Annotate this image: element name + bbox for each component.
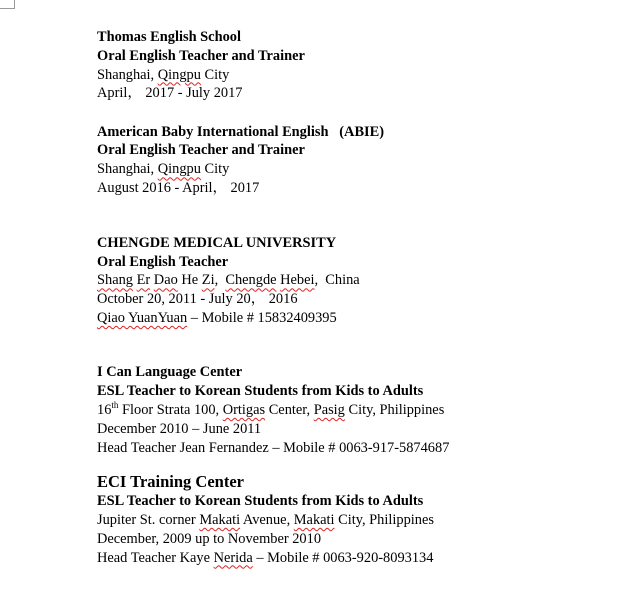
location-part: Dao: [153, 272, 178, 289]
document-body: [97, 28, 607, 568]
address-part: Makati: [293, 512, 335, 529]
entry-chengde-medical-university: [97, 234, 607, 328]
contact-part: Head Teacher Kaye: [97, 549, 214, 566]
school-name: American Baby International English (ABIE): [97, 123, 385, 140]
contact-mobile: – Mobile # 0063-920-8093134: [252, 549, 434, 566]
location-part: Zi: [201, 272, 215, 289]
address-part: Ortigas: [222, 401, 266, 418]
contact: [97, 549, 607, 568]
location-part: Shang: [97, 272, 133, 289]
address-part: City, Philippines: [344, 401, 445, 418]
location-suffix: City: [200, 66, 230, 83]
job-title: Oral English Teacher and Trainer: [97, 142, 305, 159]
contact-name: Qiao YuanYuan: [97, 310, 188, 327]
address: [97, 401, 607, 420]
address-ordinal: th: [111, 400, 119, 411]
entry-abie: [97, 123, 607, 198]
contact-name: Nerida: [213, 549, 253, 566]
location-city: Shanghai,: [97, 66, 158, 83]
entry-i-can-language-center: [97, 363, 607, 457]
location-part: Chengde: [225, 272, 277, 289]
location-part: Er: [136, 272, 151, 289]
address-part: Pasig: [313, 401, 345, 418]
school-name: Thomas English School: [97, 29, 241, 45]
location-city: Shanghai,: [97, 161, 158, 178]
address-part: Center,: [265, 401, 314, 418]
location: [97, 66, 607, 85]
job-title: Oral English Teacher and Trainer: [97, 47, 305, 64]
job-title: ESL Teacher to Korean Students from Kids to Adults: [97, 493, 424, 510]
location-part: Hebei: [280, 272, 315, 289]
school-name: I Can Language Center: [97, 364, 243, 381]
location-country: , China: [314, 272, 360, 289]
contact: [97, 309, 607, 328]
date-range: December, 2009 up to November 2010: [97, 530, 322, 547]
contact: Head Teacher Jean Fernandez – Mobile # 0063-917-5874687: [97, 439, 450, 456]
job-title: ESL Teacher to Korean Students from Kids to Adults: [97, 383, 424, 400]
location-separator: ,: [214, 272, 226, 289]
address-part: Jupiter St. corner: [97, 512, 200, 529]
job-title: Oral English Teacher: [97, 253, 229, 270]
location-district: Qingpu: [157, 66, 201, 83]
address-part: Floor Strata 100,: [118, 401, 223, 418]
address-part: City, Philippines: [334, 512, 434, 529]
entry-eci-training-center: [97, 472, 607, 567]
address-part: Avenue,: [240, 512, 294, 529]
date-range: August 2016 - April， 2017: [97, 180, 260, 197]
date-range: April， 2017 - July 2017: [97, 85, 243, 102]
address-part: Makati: [199, 512, 241, 529]
date-range: October 20, 2011 - July 20， 2016: [97, 291, 298, 308]
location: [97, 160, 607, 179]
school-name: CHENGDE MEDICAL UNIVERSITY: [97, 234, 337, 251]
address: [97, 511, 607, 530]
school-name: ECI Training Center: [97, 472, 244, 492]
margin-corner-mark: [0, 0, 15, 9]
location-part: He: [181, 272, 199, 289]
location: [97, 271, 607, 290]
address-floor-number: 16: [97, 401, 112, 418]
location-suffix: City: [200, 161, 230, 178]
location-district: Qingpu: [157, 161, 201, 178]
contact-mobile: – Mobile # 15832409395: [187, 310, 337, 327]
date-range: December 2010 – June 2011: [97, 420, 262, 437]
entry-thomas-english-school: [97, 28, 607, 103]
